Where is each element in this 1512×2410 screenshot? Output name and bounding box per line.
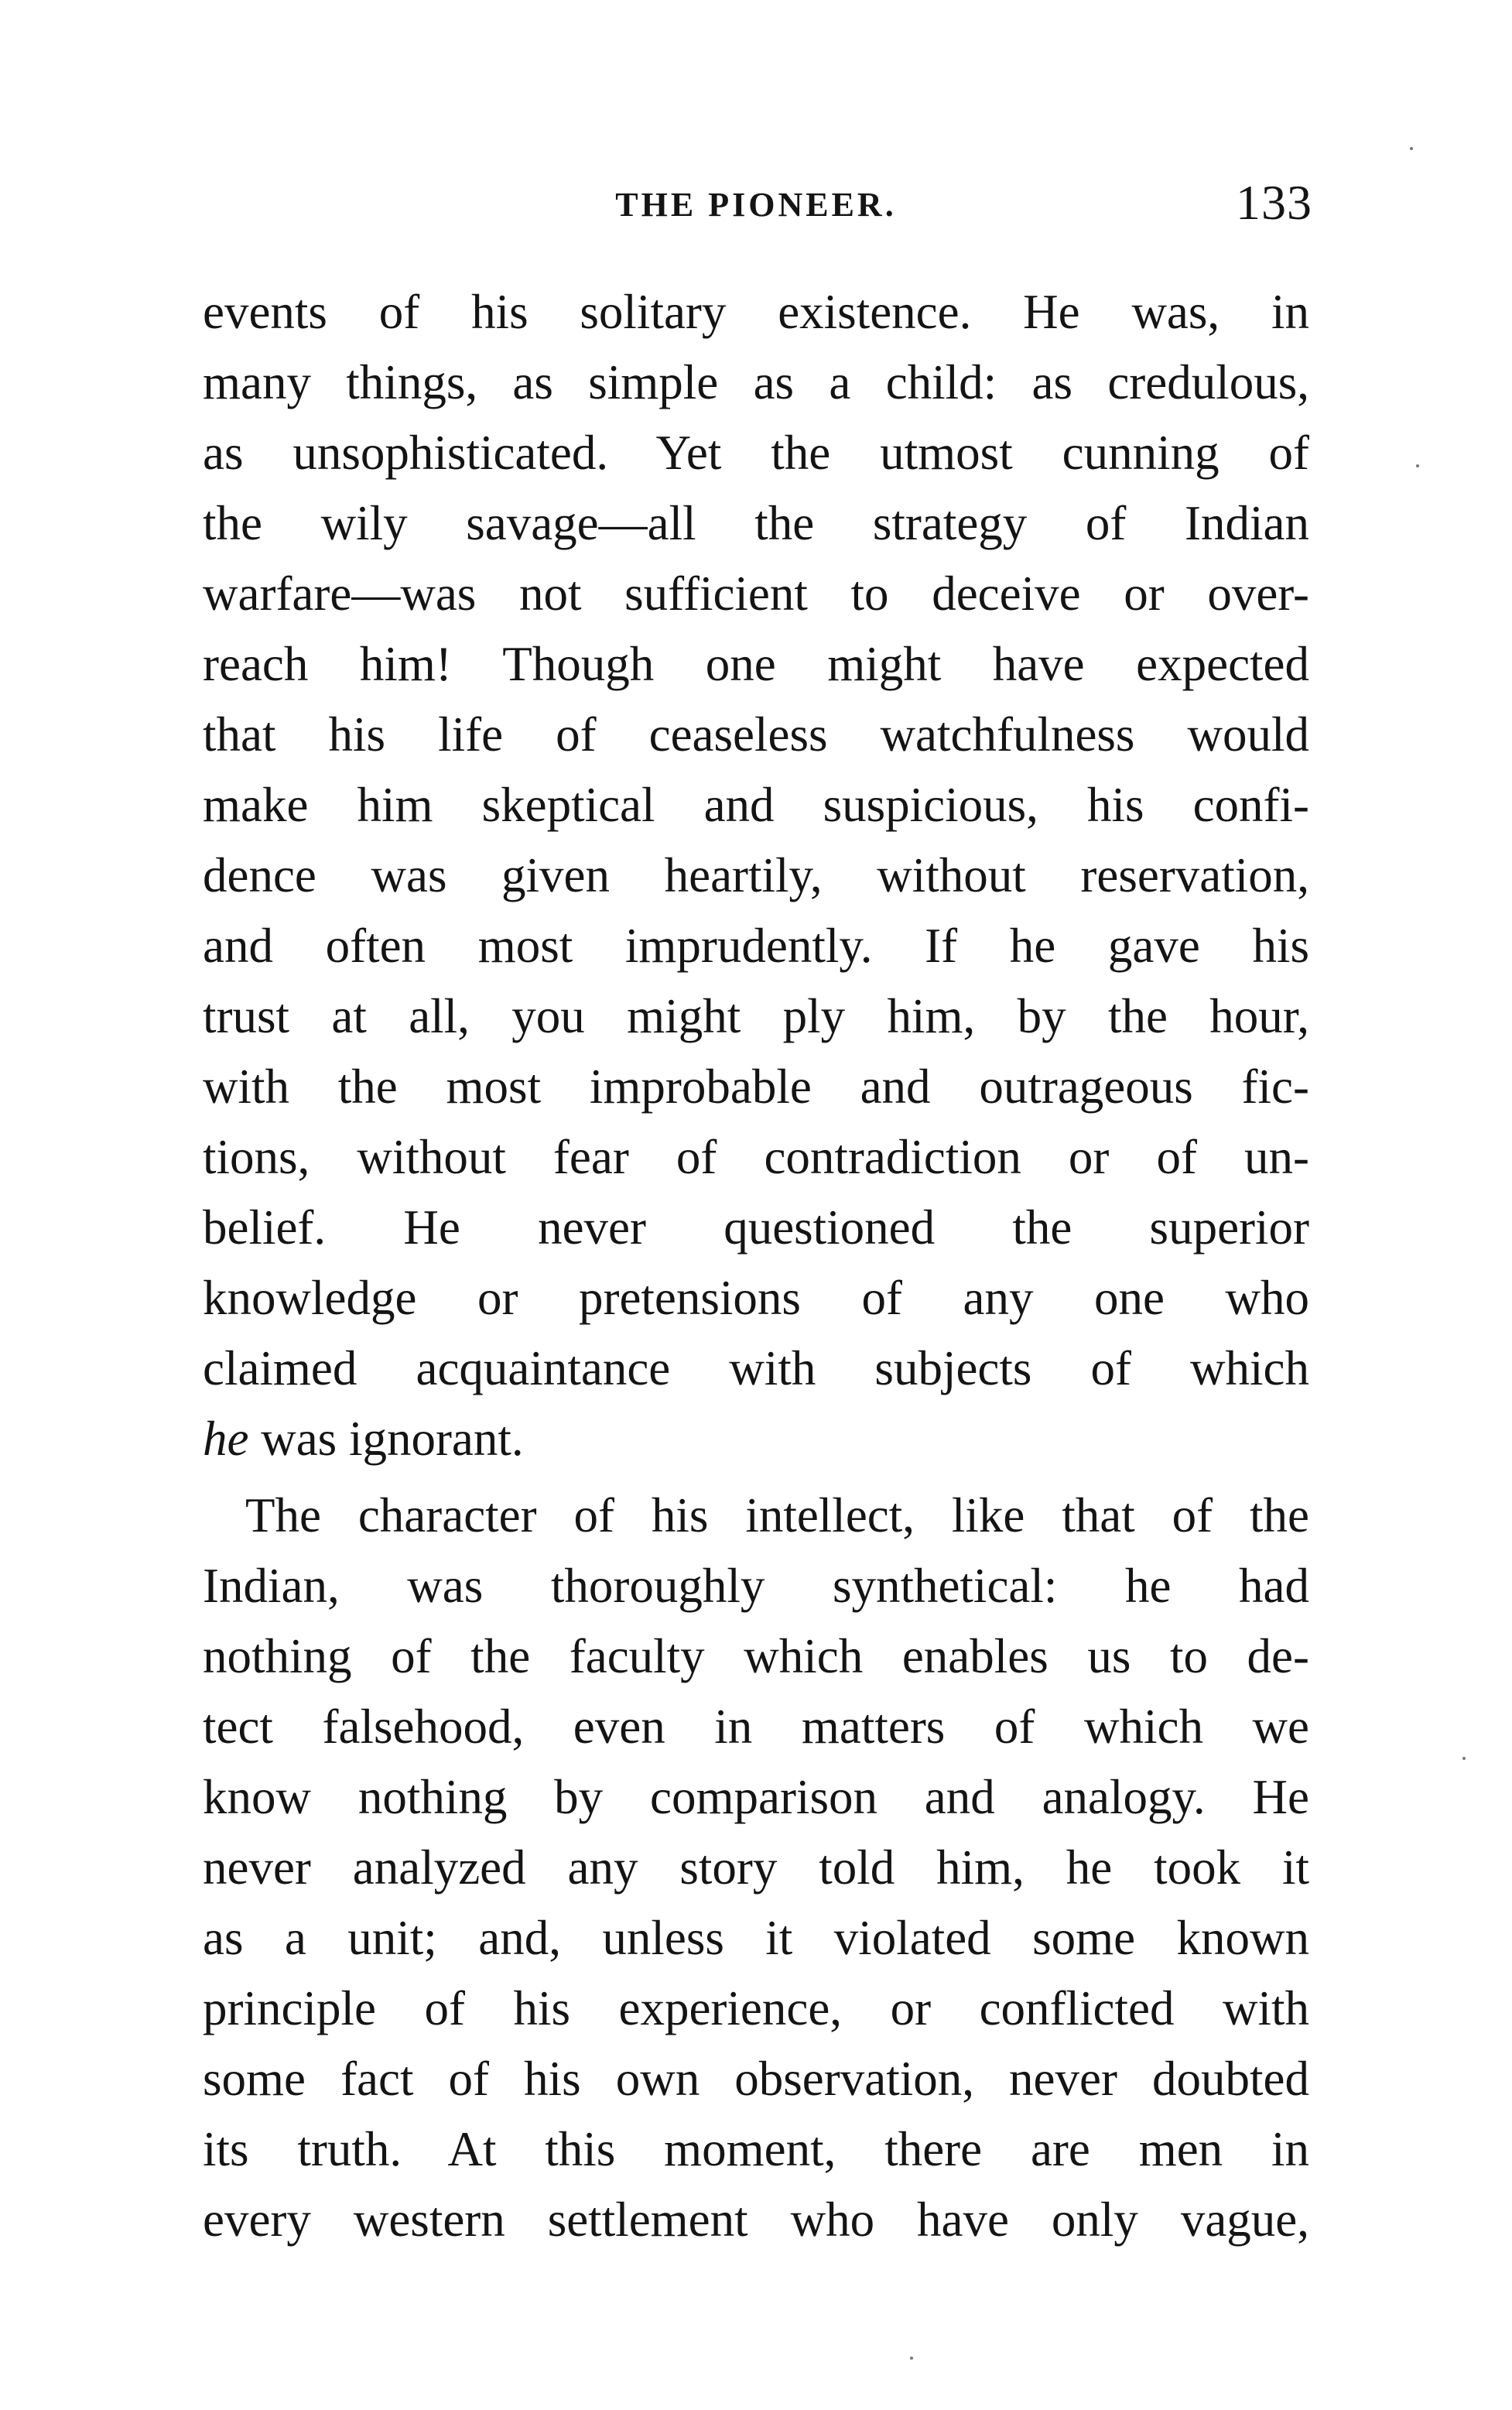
text-line: make him skeptical and suspicious, his confi- <box>203 778 1309 832</box>
text-line: Indian, was thoroughly synthetical: he had <box>203 1559 1309 1613</box>
text-line: and often most imprudently. If he gave his <box>203 919 1309 973</box>
text-line: its truth. At this moment, there are men in <box>203 2122 1309 2176</box>
text-line: principle of his experience, or conflicted with <box>203 1981 1309 2035</box>
text-line: nothing of the faculty which enables us to de- <box>203 1629 1309 1683</box>
text-line: tions, without fear of contradiction or of un- <box>203 1130 1309 1184</box>
text-line: trust at all, you might ply him, by the hour, <box>203 989 1309 1043</box>
page-header <box>203 174 1312 236</box>
paragraph-gap <box>203 1474 1309 1481</box>
text-line: some fact of his own observation, never doubted <box>203 2052 1309 2106</box>
paper-speck <box>1416 464 1419 467</box>
page-number: 133 <box>1236 175 1312 230</box>
text-line: knowledge or pretensions of any one who <box>203 1271 1309 1325</box>
text-line: that his life of ceaseless watchfulness would <box>203 707 1309 762</box>
text-line: as a unit; and, unless it violated some known <box>203 1911 1309 1965</box>
text-line: warfare—was not sufficient to deceive or over- <box>203 567 1309 621</box>
body-text <box>203 277 1309 2255</box>
text-line: events of his solitary existence. He was, in <box>203 285 1309 339</box>
text-line: many things, as simple as a child: as credulous, <box>203 355 1309 409</box>
paper-speck <box>1462 1757 1466 1760</box>
text-line: as unsophisticated. Yet the utmost cunning of <box>203 426 1309 480</box>
text-line: belief. He never questioned the superior <box>203 1200 1309 1255</box>
paragraph-2 <box>203 1481 1309 2255</box>
text-line: dence was given heartily, without reservation, <box>203 848 1309 902</box>
paper-speck <box>910 2357 913 2360</box>
text-line: never analyzed any story told him, he took it <box>203 1840 1309 1895</box>
text-line: know nothing by comparison and analogy. He <box>203 1770 1309 1824</box>
text-line: tect falsehood, even in matters of which we <box>203 1700 1309 1754</box>
text-line-last <box>203 1404 1309 1474</box>
text-line: reach him! Though one might have expected <box>203 637 1309 691</box>
running-head: THE PIONEER. <box>615 186 897 224</box>
paper-speck <box>1410 147 1413 150</box>
text-line: claimed acquaintance with subjects of which <box>203 1341 1309 1395</box>
italic-word: he <box>203 1412 249 1466</box>
text-line: with the most improbable and outrageous fic- <box>203 1060 1309 1114</box>
text-line-rest: was ignorant. <box>248 1412 524 1466</box>
text-line: The character of his intellect, like that of the <box>245 1488 1309 1542</box>
text-line: the wily savage—all the strategy of Indian <box>203 496 1309 550</box>
text-line: every western settlement who have only vague, <box>203 2193 1309 2247</box>
paragraph-1 <box>203 277 1309 1474</box>
